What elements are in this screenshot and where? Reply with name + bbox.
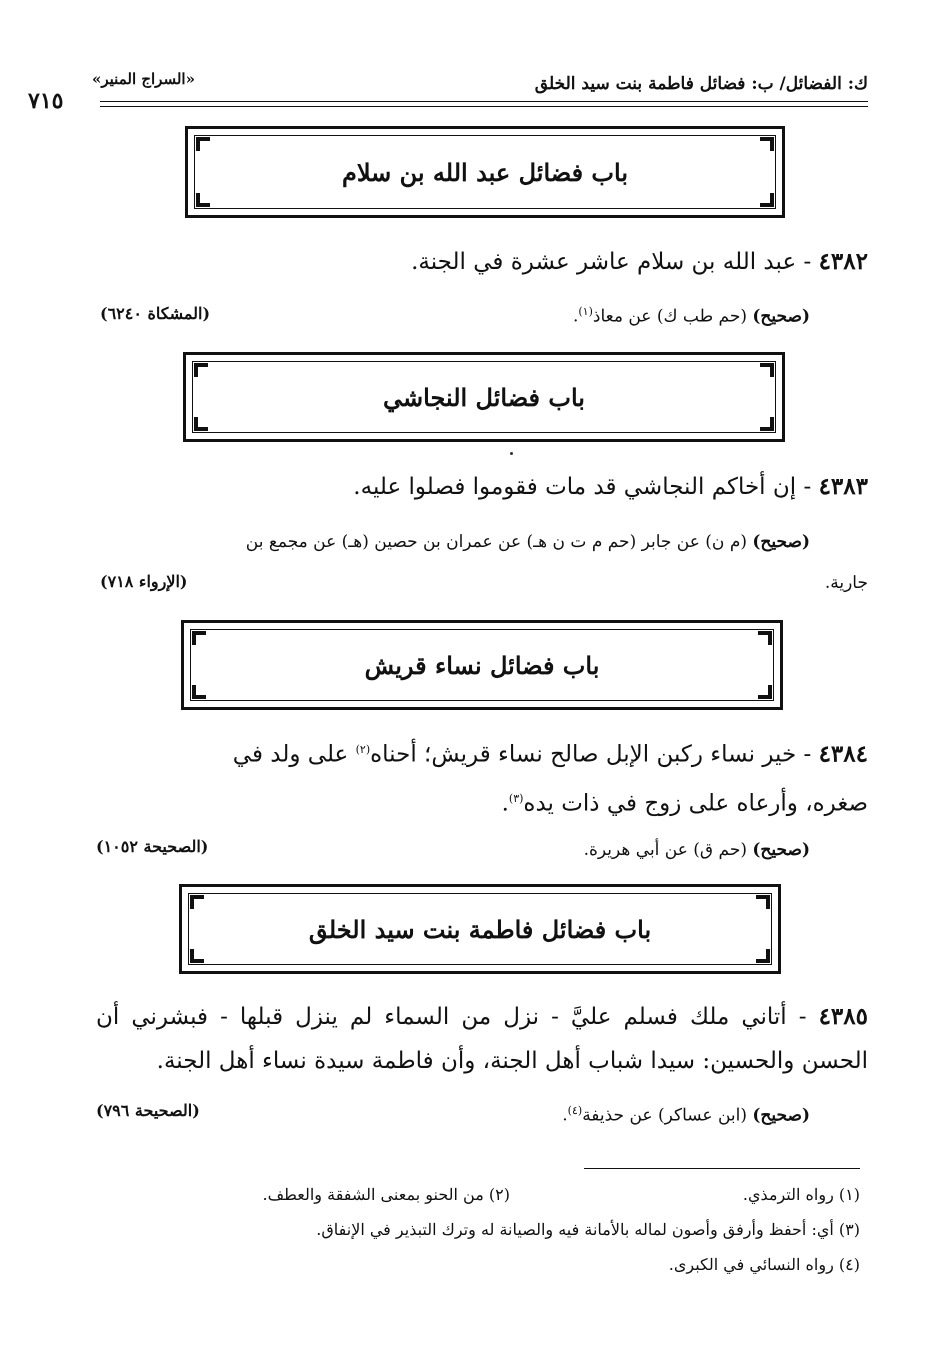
dash-separator: -: [796, 249, 819, 275]
footnote-number: (٤): [838, 1255, 860, 1274]
hadith-body: صغره، وأرعاه على زوج في ذات يده: [523, 790, 868, 817]
hadith-source: [573, 305, 810, 327]
period: .: [562, 1105, 568, 1126]
footnote: [743, 1185, 860, 1204]
section-title-box: [179, 884, 781, 974]
running-header-book: «السراج المنير»: [92, 70, 195, 88]
footnote: [262, 1185, 510, 1204]
section-title-box: [185, 126, 785, 218]
speck: [510, 452, 513, 455]
hadith-body: عبد الله بن سلام عاشر عشرة في الجنة.: [411, 249, 797, 275]
dash-separator: -: [796, 474, 819, 500]
grade-label: (صحيح): [752, 306, 810, 327]
grade-label: (صحيح): [752, 840, 810, 860]
source-text: (حم ق) عن أبي هريرة.: [583, 840, 747, 860]
footnote-number: (٣): [838, 1220, 860, 1239]
hadith-number: ٤٣٨٤: [818, 740, 868, 768]
footnote-text: رواه النسائي في الكبرى.: [668, 1255, 834, 1274]
footnote-rule: [584, 1168, 860, 1169]
hadith-number: ٤٣٨٢: [818, 248, 868, 275]
section-title: باب فضائل نساء قريش: [364, 650, 600, 680]
footnote-text: أي: أحفظ وأرفق وأصون لماله بالأمانة فيه والصيانة له وترك التبذير في الإنفاق.: [316, 1220, 834, 1239]
section-title-box: [181, 620, 783, 710]
running-header-chapter: ك: الفضائل/ ب: فضائل فاطمة بنت سيد الخلق: [534, 74, 868, 94]
hadith-source-continued: جارية.: [824, 573, 868, 593]
hadith-source: [246, 532, 810, 552]
section-title-box: [183, 352, 785, 442]
footnote-number: (٢): [488, 1185, 510, 1204]
hadith-text: [96, 995, 868, 1083]
footnote-mark: (٤): [567, 1104, 583, 1117]
section-title: باب فضائل عبد الله بن سلام: [341, 157, 628, 187]
footnote-mark: (٢): [355, 743, 371, 756]
page-number: ٧١٥: [28, 88, 64, 114]
dash-separator: -: [786, 1004, 819, 1030]
hadith-body: أتاني ملك فسلم عليَّ - نزل من السماء لم ينزل قبلها - فبشرني أن الحسن والحسين: سيدا شباب أهل الجنة، وأن فاطمة سيدة نساء أهل الجنة.: [96, 1004, 868, 1074]
hadith-reference: (الإرواء ٧١٨): [100, 572, 188, 591]
period: .: [572, 306, 579, 327]
hadith-text: [96, 240, 868, 284]
grade-label: (صحيح): [752, 532, 810, 552]
hadith-reference: (المشكاة ٦٢٤٠): [100, 304, 211, 323]
hadith-reference: (الصحيحة ٧٩٦): [96, 1101, 200, 1120]
footnote-number: (١): [838, 1185, 860, 1204]
hadith-body: على ولد في: [232, 741, 356, 768]
footnote-text: من الحنو بمعنى الشفقة والعطف.: [262, 1185, 484, 1204]
grade-label: (صحيح): [752, 1105, 810, 1126]
section-title: باب فضائل فاطمة بنت سيد الخلق: [308, 914, 652, 944]
dash-separator: -: [796, 741, 819, 768]
hadith-source: [584, 840, 810, 860]
hadith-text: [96, 728, 868, 825]
footnote-text: رواه الترمذي.: [742, 1185, 834, 1204]
source-text: (حم طب ك) عن معاذ: [592, 306, 747, 327]
section-title: باب فضائل النجاشي: [383, 382, 585, 412]
hadith-source: [562, 1104, 810, 1126]
footnote: [669, 1255, 860, 1274]
source-text: (م ن) عن جابر (حم م ت ن هـ) عن عمران بن حصين (هـ) عن مجمع بن: [245, 532, 747, 552]
hadith-reference: (الصحيحة ١٠٥٢): [96, 837, 209, 856]
header-rule: [100, 101, 868, 102]
period: .: [501, 790, 509, 817]
footnote-mark: (١): [578, 305, 593, 318]
hadith-number: ٤٣٨٣: [818, 473, 868, 500]
header-rule-thin: [100, 106, 868, 107]
source-text: (ابن عساكر) عن حذيفة: [582, 1105, 747, 1126]
hadith-text: [96, 465, 868, 509]
footnote-mark: (٣): [508, 791, 524, 805]
footnote: [316, 1220, 860, 1239]
hadith-body: إن أخاكم النجاشي قد مات فقوموا فصلوا عليه.: [353, 474, 797, 500]
hadith-body: خير نساء ركبن الإبل صالح نساء قريش؛ أحناه: [370, 741, 797, 768]
hadith-number: ٤٣٨٥: [818, 1003, 868, 1030]
